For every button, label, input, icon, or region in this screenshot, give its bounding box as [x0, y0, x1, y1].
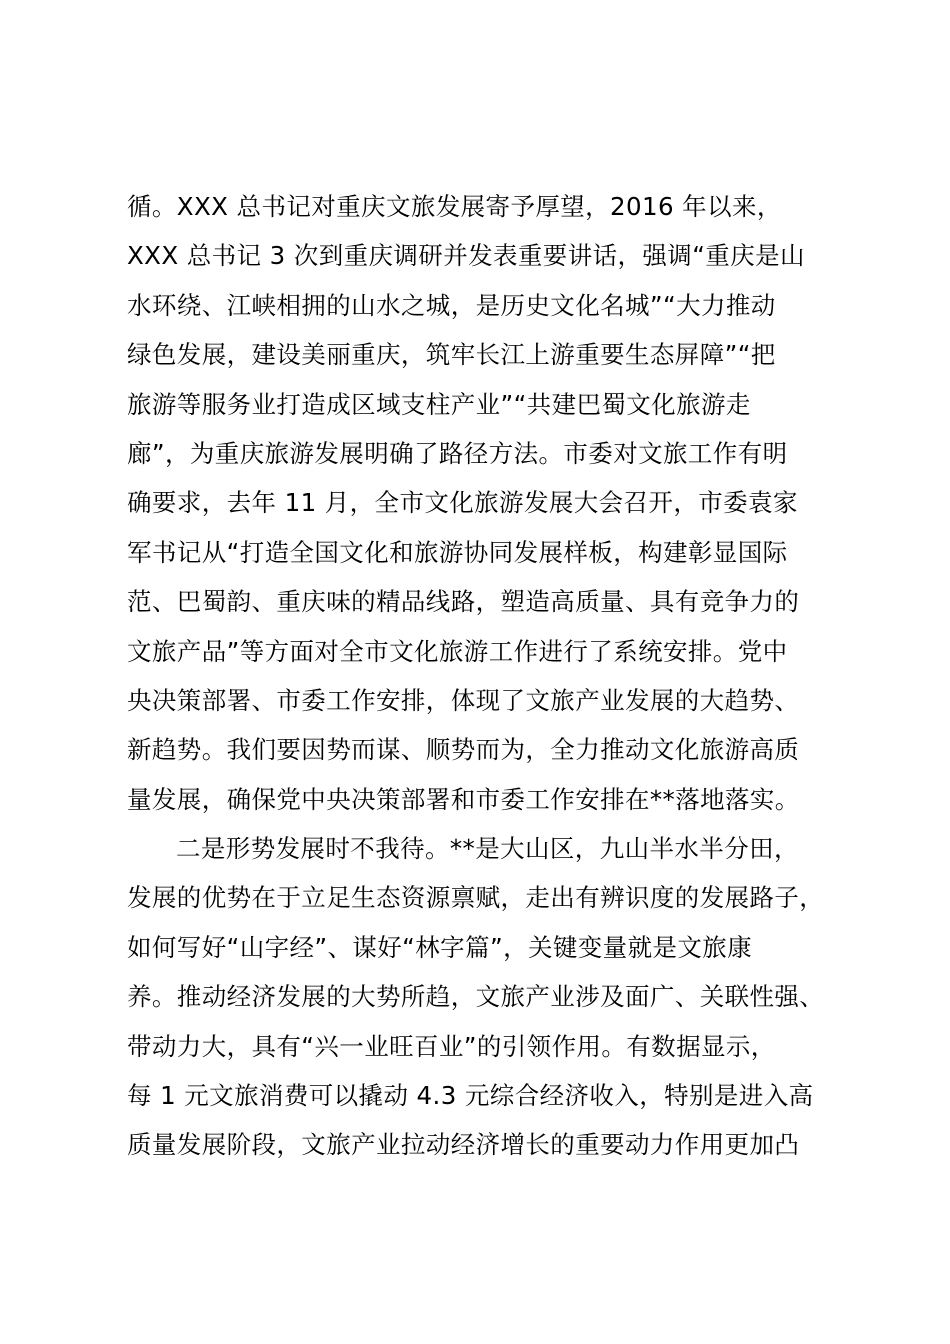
text-line: 确要求，去年 11 月，全市文化旅游发展大会召开，市委袁家	[127, 488, 798, 518]
text-line: 如何写好“山字经”、谋好“林字篇”，关键变量就是文旅康	[127, 932, 753, 962]
text-line: 廊”，为重庆旅游发展明确了路径方法。市委对文旅工作有明	[127, 438, 788, 468]
text-line: 质量发展阶段，文旅产业拉动经济增长的重要动力作用更加凸	[127, 1130, 800, 1160]
text-line: 央决策部署、市委工作安排，体现了文旅产业发展的大趋势、	[127, 685, 800, 715]
text-line: 旅游等服务业打造成区域支柱产业”“共建巴蜀文化旅游走	[127, 389, 751, 419]
text-line: 文旅产品”等方面对全市文化旅游工作进行了系统安排。党中	[127, 636, 788, 666]
body-text	[127, 182, 839, 1170]
text-line: 水环绕、江峡相拥的山水之城，是历史文化名城”“大力推动	[127, 290, 776, 320]
text-line: XXX 总书记 3 次到重庆调研并发表重要讲话，强调“重庆是山	[127, 241, 805, 271]
text-line: 带动力大，具有“兴一业旺百业”的引领作用。有数据显示，	[127, 1031, 776, 1061]
paragraph-start-line: 二是形势发展时不我待。**是大山区，九山半水半分田，	[176, 834, 799, 864]
text-line: 绿色发展，建设美丽重庆，筑牢长江上游重要生态屏障”“把	[127, 340, 776, 370]
text-line: 循。XXX 总书记对重庆文旅发展寄予厚望，2016 年以来，	[127, 192, 782, 221]
text-line: 养。推动经济发展的大势所趋，文旅产业涉及面广、关联性强、	[127, 982, 825, 1012]
text-line: 量发展，确保党中央决策部署和市委工作安排在**落地落实。	[127, 784, 800, 814]
text-line: 范、巴蜀韵、重庆味的精品线路，塑造高质量、具有竞争力的	[127, 587, 800, 617]
text-line: 每 1 元文旅消费可以撬动 4.3 元综合经济收入，特别是进入高	[127, 1081, 814, 1111]
text-line: 新趋势。我们要因势而谋、顺势而为，全力推动文化旅游高质	[127, 735, 800, 765]
text-line: 军书记从“打造全国文化和旅游协同发展样板，构建彰显国际	[127, 537, 788, 567]
text-line: 发展的优势在于立足生态资源禀赋，走出有辨识度的发展路子，	[127, 883, 825, 913]
